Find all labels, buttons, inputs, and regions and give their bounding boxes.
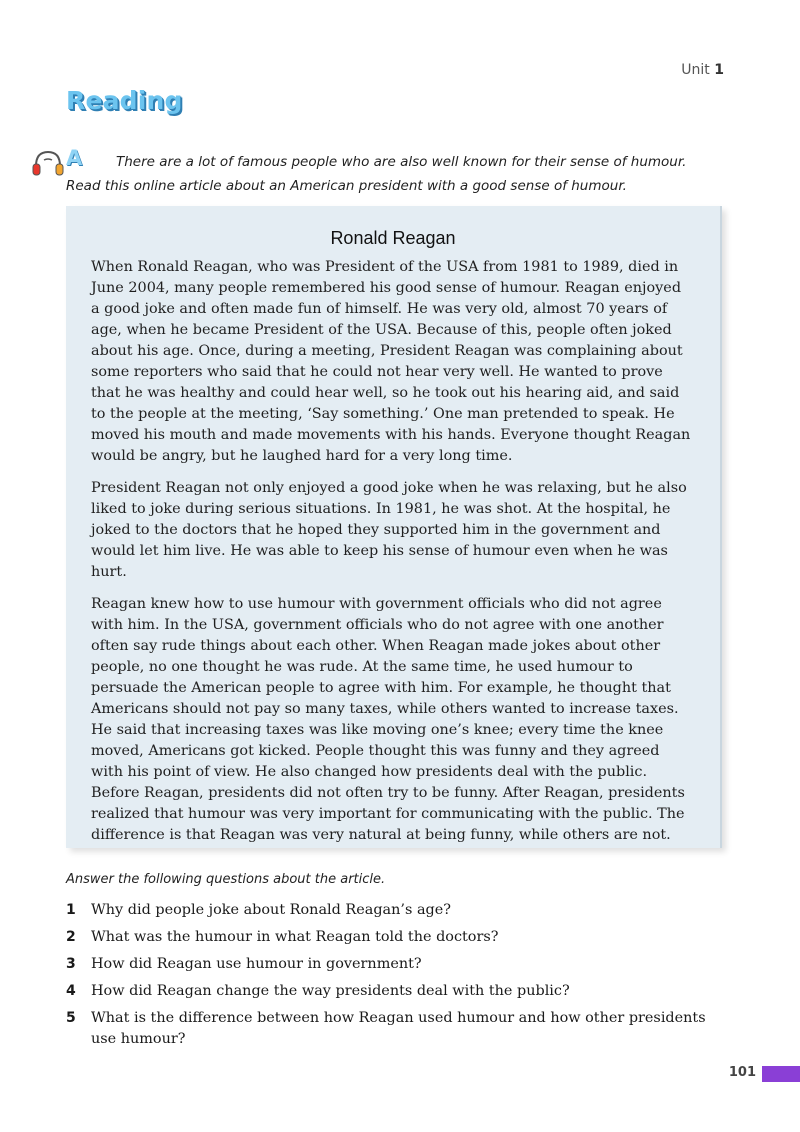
article-body [66, 257, 720, 846]
article-title: Ronald Reagan [330, 228, 456, 248]
article-box [66, 206, 722, 848]
question-number: 5 [66, 1010, 76, 1026]
questions-list [66, 900, 726, 1056]
page-number: 101 [728, 1065, 756, 1080]
question-item [66, 927, 726, 948]
section-heading: Reading [66, 86, 183, 115]
exercise-instructions: There are a lot of famous people who are also well known for their sense of humour. Read this online article about an American president with a good sense of humour. [66, 154, 687, 194]
question-item [66, 1008, 726, 1050]
article-paragraph: When Ronald Reagan, who was President of the USA from 1981 to 1989, died in June 2004, many people remembered his good sense of humour. Reagan enjoyed a good joke and often made fun of himself. He was very old, almost 70 years of age, when he became President of the USA. Because of this, people often joked about his age. Once, during a meeting, President Reagan was complaining about some reporters who said that he could not hear very well. He wanted to prove that he was healthy and could hear well, so he took out his hearing aid, and said to the people at the meeting, ‘Say something.’ One man pretended to speak. He moved his mouth and made movements with his hands. Everyone thought Reagan would be angry, but he laughed hard for a very long time. [91, 259, 691, 464]
unit-word: Unit [681, 62, 710, 78]
exercise-letter: A [66, 146, 83, 170]
question-item [66, 900, 726, 921]
question-item [66, 954, 726, 975]
page-tab-marker [762, 1066, 800, 1082]
question-number: 1 [66, 902, 76, 918]
article-paragraph: President Reagan not only enjoyed a good joke when he was relaxing, but he also liked to joke during serious situations. In 1981, he was shot. At the hospital, he joked to the doctors that he hoped they supported him in the government and would let him live. He was able to keep his sense of humour even when he was hurt. [91, 480, 687, 580]
question-number: 2 [66, 929, 76, 945]
unit-label [681, 62, 724, 78]
question-number: 4 [66, 983, 76, 999]
question-number: 3 [66, 956, 76, 972]
article-paragraph: Reagan knew how to use humour with government officials who did not agree with him. In the USA, government officials who do not agree with one another often say rude things about each other. When Reagan made jokes about other people, no one thought he was rude. At the same time, he used humour to persuade the American people to agree with him. For example, he thought that Americans should not pay so many taxes, while others wanted to increase taxes. He said that increasing taxes was like moving one’s knee; every time the knee moved, Americans got kicked. People thought this was funny and they agreed with his point of view. He also changed how presidents deal with the public. Before Reagan, presidents did not often try to be funny. After Reagan, presidents realized that humour was very important for communicating with the public. The difference is that Reagan was very natural at being funny, while others are not. [91, 596, 685, 843]
question-text: How did Reagan use humour in government? [91, 956, 422, 972]
questions-intro: Answer the following questions about the article. [66, 872, 386, 887]
question-text: How did Reagan change the way presidents deal with the public? [91, 983, 570, 999]
headphones-icon[interactable] [30, 148, 64, 178]
unit-number: 1 [714, 62, 724, 78]
question-text: Why did people joke about Ronald Reagan’s age? [91, 902, 451, 918]
question-item [66, 981, 726, 1002]
question-text: What was the humour in what Reagan told the doctors? [91, 929, 499, 945]
question-text: What is the difference between how Reagan used humour and how other presidents use humour? [91, 1010, 706, 1047]
